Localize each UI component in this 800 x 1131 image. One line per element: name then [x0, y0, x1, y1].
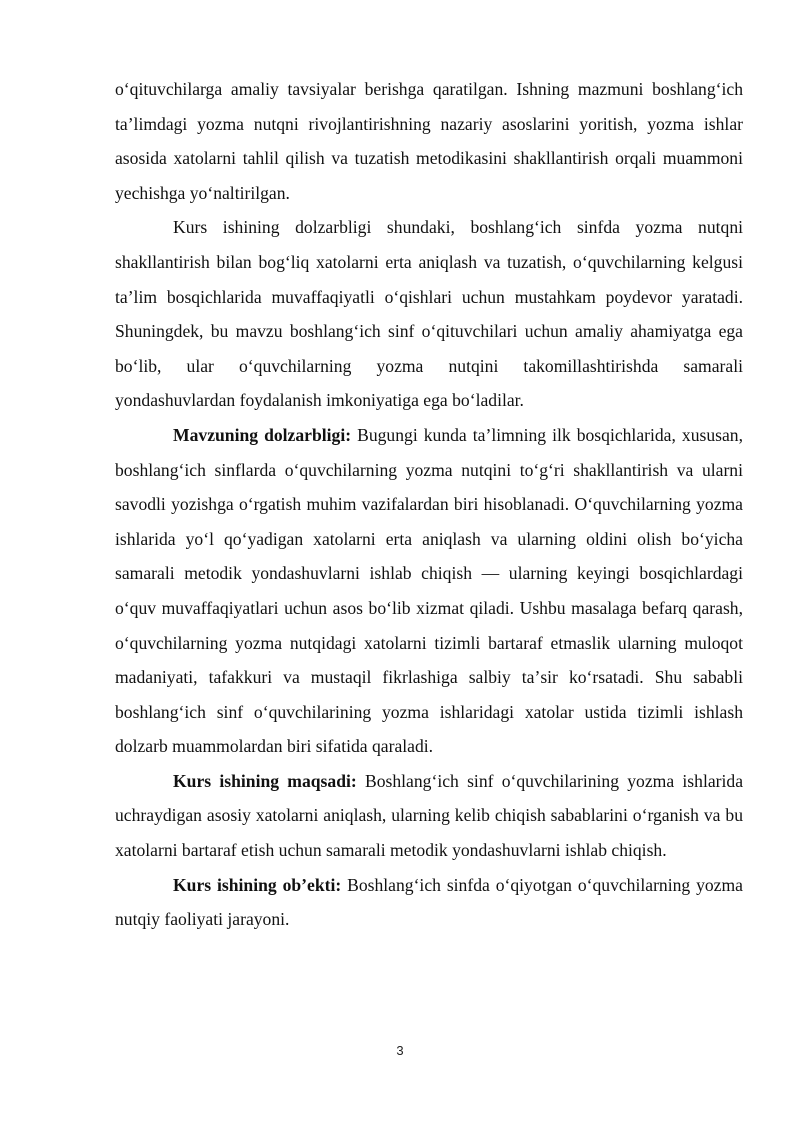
paragraph-course-object [115, 868, 743, 937]
paragraph-intro-continuation [115, 72, 743, 210]
paragraph-text: Boshlangʻich sinfda oʻqiyotgan oʻquvchilarning yozma nutqiy faoliyati jarayoni. [115, 874, 743, 930]
paragraph-label: Kurs ishining obʼekti: [173, 874, 342, 895]
paragraph-text: Boshlangʻich sinf oʻquvchilarining yozma ishlarida uchraydigan asosiy xatolarni aniqlash, ularning kelib chiqish sabablarini oʻrganish va bu xatolarni bartaraf etish uchun samarali metodik yondashuvlarni ishlab chiqish. [115, 770, 743, 861]
page-number: 3 [396, 1043, 404, 1058]
paragraph-course-goal [115, 764, 743, 868]
paragraph-label: Kurs ishining maqsadi: [173, 770, 357, 791]
paragraph-topic-relevance [115, 418, 743, 764]
paragraph-text: oʻqituvchilarga amaliy tavsiyalar berishga qaratilgan. Ishning mazmuni boshlangʻich taʼlimdagi yozma nutqni rivojlantirishning nazariy asoslarini yoritish, yozma ishlar asosida xatolarni tahlil qilish va tuzatish metodikasini shakllantirish orqali muammoni yechishga yoʻnaltirilgan. [115, 79, 743, 203]
document-page [115, 72, 743, 937]
paragraph-text: Kurs ishining dolzarbligi shundaki, boshlangʻich sinfda yozma nutqni shakllantirish bilan bogʻliq xatolarni erta aniqlash va tuzatish, oʻquvchilarning kelgusi taʼlim bosqichlarida muvaffaqiyatli oʻqishlari uchun mustahkam poydevor yaratadi. Shuningdek, bu mavzu boshlangʻich sinf oʻqituvchilari uchun amaliy ahamiyatga ega boʻlib, ular oʻquvchilarning yozma nutqini takomillashtirishda samarali yondashuvlardan foydalanish imkoniyatiga ega boʻladilar. [115, 217, 743, 411]
paragraph-label: Mavzuning dolzarbligi: [173, 424, 352, 445]
paragraph-course-relevance [115, 210, 743, 418]
paragraph-text: Bugungi kunda taʼlimning ilk bosqichlarida, xususan, boshlangʻich sinflarda oʻquvchilarning yozma nutqini toʻgʻri shakllantirish va ularni savodli yozishga oʻrgatish muhim vazifalardan biri hisoblanadi. Oʻquvchilarning yozma ishlarida yoʻl qoʻyadigan xatolarni erta aniqlash va ularning oldini olish boʻyicha samarali metodik yondashuvlarni ishlab chiqish — ularning keyingi bosqichlardagi oʻquv muvaffaqiyatlari uchun asos boʻlib xizmat qiladi. Ushbu masalaga befarq qarash, oʻquvchilarning yozma nutqidagi xatolarni tizimli bartaraf etmaslik ularning muloqot madaniyati, tafakkuri va mustaqil fikrlashiga salbiy taʼsir koʻrsatadi. Shu sababli boshlangʻich sinf oʻquvchilarining yozma ishlaridagi xatolar ustida tizimli ishlash dolzarb muammolardan biri sifatida qaraladi. [115, 424, 743, 757]
